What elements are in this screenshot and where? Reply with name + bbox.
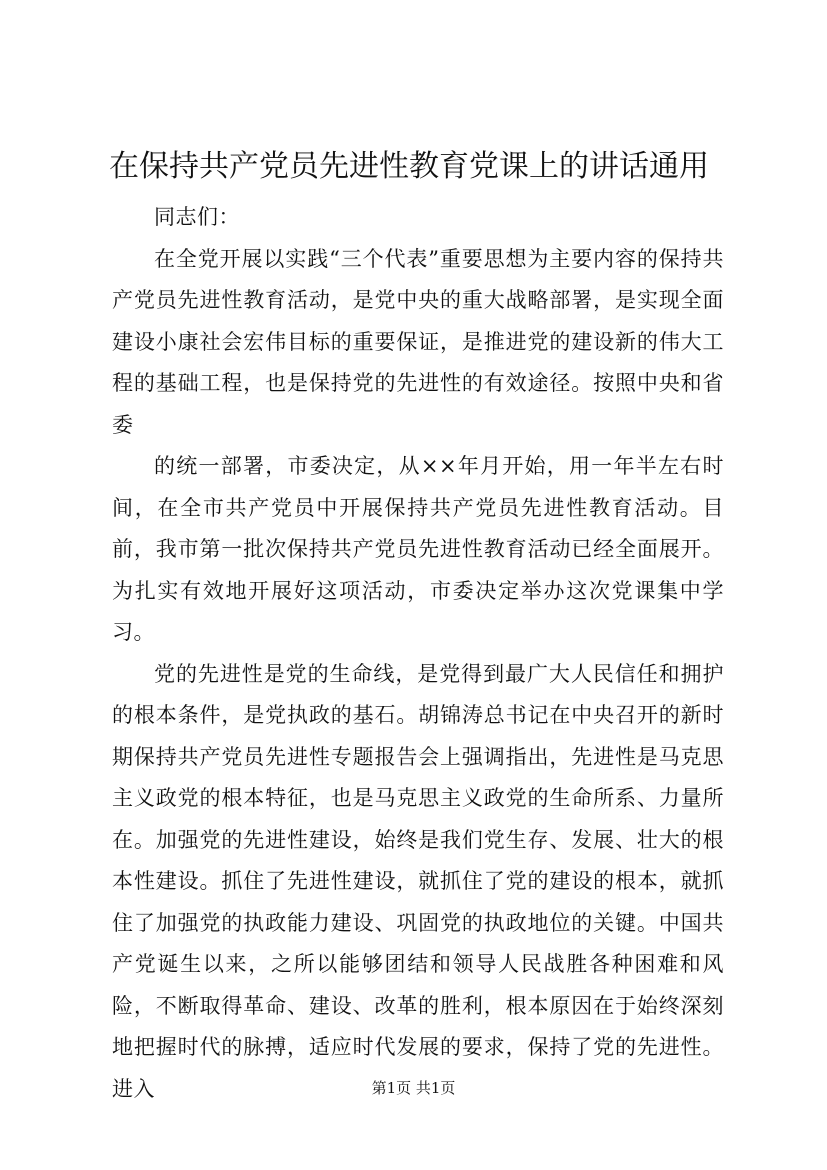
salutation: 同志们： <box>154 205 240 229</box>
page-number-footer: 第1页 共1页 <box>371 1079 456 1097</box>
paragraph-1: 在全党开展以实践“三个代表”重要思想为主要内容的保持共产党员先进性教育活动，是党中央的重大战略部署，是实现全面建设小康社会宏伟目标的重要保证，是推进党的建设新的伟大工程的基础工程，也是保持党的先进性的有效途径。按照中央和省委 <box>112 246 724 437</box>
paragraph-3: 党的先进性是党的生命线，是党得到最广大人民信任和拥护的根本条件，是党执政的基石。胡锦涛总书记在中央召开的新时期保持共产党员先进性专题报告会上强调指出，先进性是马克思主义政党的根本特征，也是马克思主义政党的生命所系、力量所在。加强党的先进性建设，始终是我们党生存、发展、壮大的根本性建设。抓住了先进性建设，就抓住了党的建设的根本，就抓住了加强党的执政能力建设、巩固党的执政地位的关键。中国共产党诞生以来，之所以能够团结和领导人民战胜各种困难和风险，不断取得革命、建设、改革的胜利，根本原因在于始终深刻地把握时代的脉搏，适应时代发展的要求，保持了党的先进性。进入 <box>112 661 724 1101</box>
paragraph-2: 的统一部署，市委决定，从××年月开始，用一年半左右时间，在全市共产党员中开展保持共产党员先进性教育活动。目前，我市第一批次保持共产党员先进性教育活动已经全面展开。为扎实有效地开展好这项活动，市委决定举办这次党课集中学习。 <box>112 454 724 644</box>
document-title: 在保持共产党员先进性教育党课上的讲话通用 <box>109 149 709 184</box>
document-body <box>112 197 724 1110</box>
